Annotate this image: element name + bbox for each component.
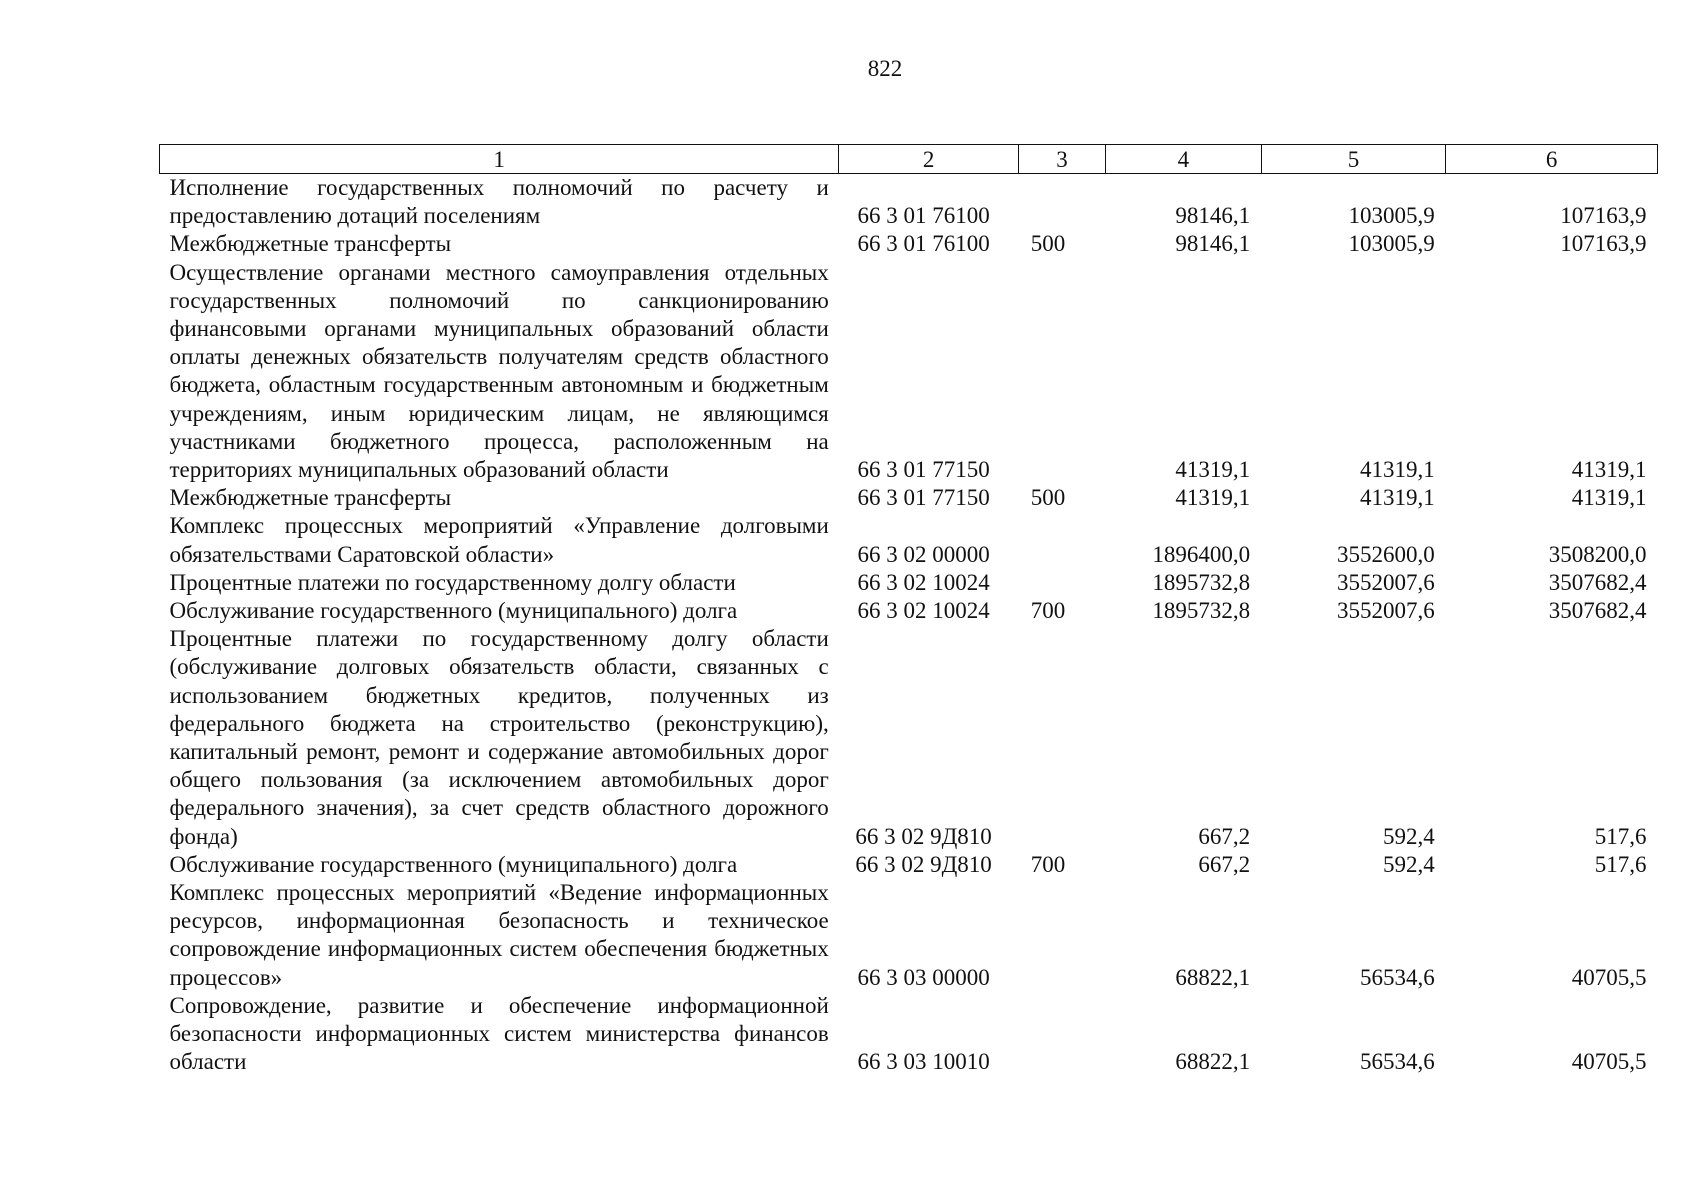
row-value-col5: 3552007,6 [1337,598,1435,624]
table-row [160,230,1658,258]
table-row [160,992,1658,1077]
row-code-cell: 66 3 02 00000 [857,541,990,567]
row-value-col6: 40705,5 [1571,964,1647,990]
row-type-cell: 500 [1030,485,1066,511]
row-value-col4: 68822,1 [1175,1049,1251,1075]
table-row [160,851,1658,879]
row-type-cell: 500 [1030,231,1066,257]
row-value-col4: 667,2 [1198,851,1251,877]
row-value-col5: 3552600,0 [1337,541,1435,567]
table-row [160,512,1658,568]
row-type-cell [1018,879,1105,992]
row-value-col5: 56534,6 [1360,1049,1435,1075]
column-header-3: 3 [1018,145,1105,174]
row-value-col4: 41319,1 [1175,485,1251,511]
row-value-col6: 517,6 [1594,823,1647,849]
row-code-cell: 66 3 01 76100 [857,203,990,229]
row-name-cell: Исполнение государственных полномочий по расчету и предоставлению дотаций поселениям [169,175,829,229]
table-row [160,569,1658,597]
row-name-cell: Комплекс процессных мероприятий «Управление долговыми обязательствами Саратовской области» [169,513,829,567]
row-value-col4: 1895732,8 [1152,569,1251,595]
row-code-cell: 66 3 03 10010 [857,1049,990,1075]
row-code-cell: 66 3 02 10024 [857,569,990,595]
row-value-col4: 1895732,8 [1152,598,1251,624]
row-value-col5: 56534,6 [1360,964,1435,990]
row-value-col5: 41319,1 [1360,485,1435,511]
row-value-col6: 107163,9 [1560,203,1647,229]
row-value-col5: 592,4 [1383,851,1435,877]
row-type-cell [1018,625,1105,851]
row-name-cell: Процентные платежи по государственному долгу области [169,569,736,595]
row-value-col6: 40705,5 [1571,1049,1647,1075]
table-body [160,174,1658,1077]
row-value-col4: 98146,1 [1175,231,1251,257]
row-code-cell: 66 3 01 76100 [857,231,990,257]
row-value-col6: 107163,9 [1560,231,1647,257]
row-value-col5: 592,4 [1383,823,1435,849]
row-type-cell [1018,259,1105,485]
row-value-col6: 3507682,4 [1548,569,1647,595]
row-value-col6: 41319,1 [1571,485,1647,511]
row-type-cell: 700 [1030,851,1066,877]
row-name-cell: Осуществление органами местного самоуправления отдельных государственных полномочий по санкционированию финансовыми органами муниципальных образований области оплаты денежных обязательств получателям средств областного бюджета, областным государственным автономным и бюджетным учреждениям, иным юридическим лицам, не являющимся участниками бюджетного процесса, расположенным на территориях муниципальных образований области [169,259,829,483]
table-row [160,259,1658,485]
table-row [160,625,1658,851]
row-code-cell: 66 3 03 00000 [857,964,990,990]
row-type-cell [1018,992,1105,1077]
row-name-cell: Комплекс процессных мероприятий «Ведение информационных ресурсов, информационная безопасность и техническое сопровождение информационных систем обеспечения бюджетных процессов» [169,880,829,990]
row-value-col6: 41319,1 [1571,457,1647,483]
row-name-cell: Межбюджетные трансферты [169,231,452,257]
table-row [160,597,1658,625]
column-header-4: 4 [1106,145,1262,174]
row-value-col4: 41319,1 [1175,457,1251,483]
column-header-5: 5 [1261,145,1446,174]
row-value-col5: 3552007,6 [1337,569,1435,595]
row-value-col6: 3508200,0 [1548,541,1647,567]
column-header-1: 1 [160,145,839,174]
row-name-cell: Процентные платежи по государственному долгу области (обслуживание долговых обязательств области, связанных с использованием бюджетных кредитов, полученных из федерального бюджета на строительство (реконструкцию), капитальный ремонт, ремонт и содержание автомобильных дорог общего пользования (за исключением автомобильных дорог федерального значения), за счет средств областного дорожного фонда) [169,626,829,849]
table-header [160,145,1658,174]
row-value-col5: 103005,9 [1348,231,1435,257]
budget-table [159,144,1658,1077]
row-value-col6: 517,6 [1594,851,1647,877]
row-code-cell: 66 3 01 77150 [857,485,990,511]
row-code-cell: 66 3 02 9Д810 [855,851,992,877]
table-row [160,484,1658,512]
header-row [160,145,1658,174]
row-value-col5: 41319,1 [1360,457,1435,483]
row-code-cell: 66 3 01 77150 [857,457,990,483]
row-value-col4: 68822,1 [1175,964,1251,990]
row-value-col4: 667,2 [1198,823,1251,849]
row-name-cell: Обслуживание государственного (муниципального) долга [169,598,738,624]
row-name-cell: Сопровождение, развитие и обеспечение информационной безопасности информационных систем министерства финансов области [169,992,829,1075]
table-row [160,174,1658,231]
column-header-2: 2 [839,145,1019,174]
row-type-cell [1018,174,1105,231]
row-type-cell [1018,512,1105,568]
row-code-cell: 66 3 02 10024 [857,598,990,624]
row-code-cell: 66 3 02 9Д810 [855,823,992,849]
page-number: 822 [867,56,903,81]
row-value-col6: 3507682,4 [1548,598,1647,624]
row-value-col4: 98146,1 [1175,203,1251,229]
table-row [160,879,1658,992]
row-name-cell: Межбюджетные трансферты [169,485,452,511]
row-type-cell: 700 [1030,598,1066,624]
row-type-cell [1018,569,1105,597]
column-header-6: 6 [1446,145,1658,174]
row-value-col5: 103005,9 [1348,203,1435,229]
row-value-col4: 1896400,0 [1152,541,1251,567]
row-name-cell: Обслуживание государственного (муниципального) долга [169,851,738,877]
